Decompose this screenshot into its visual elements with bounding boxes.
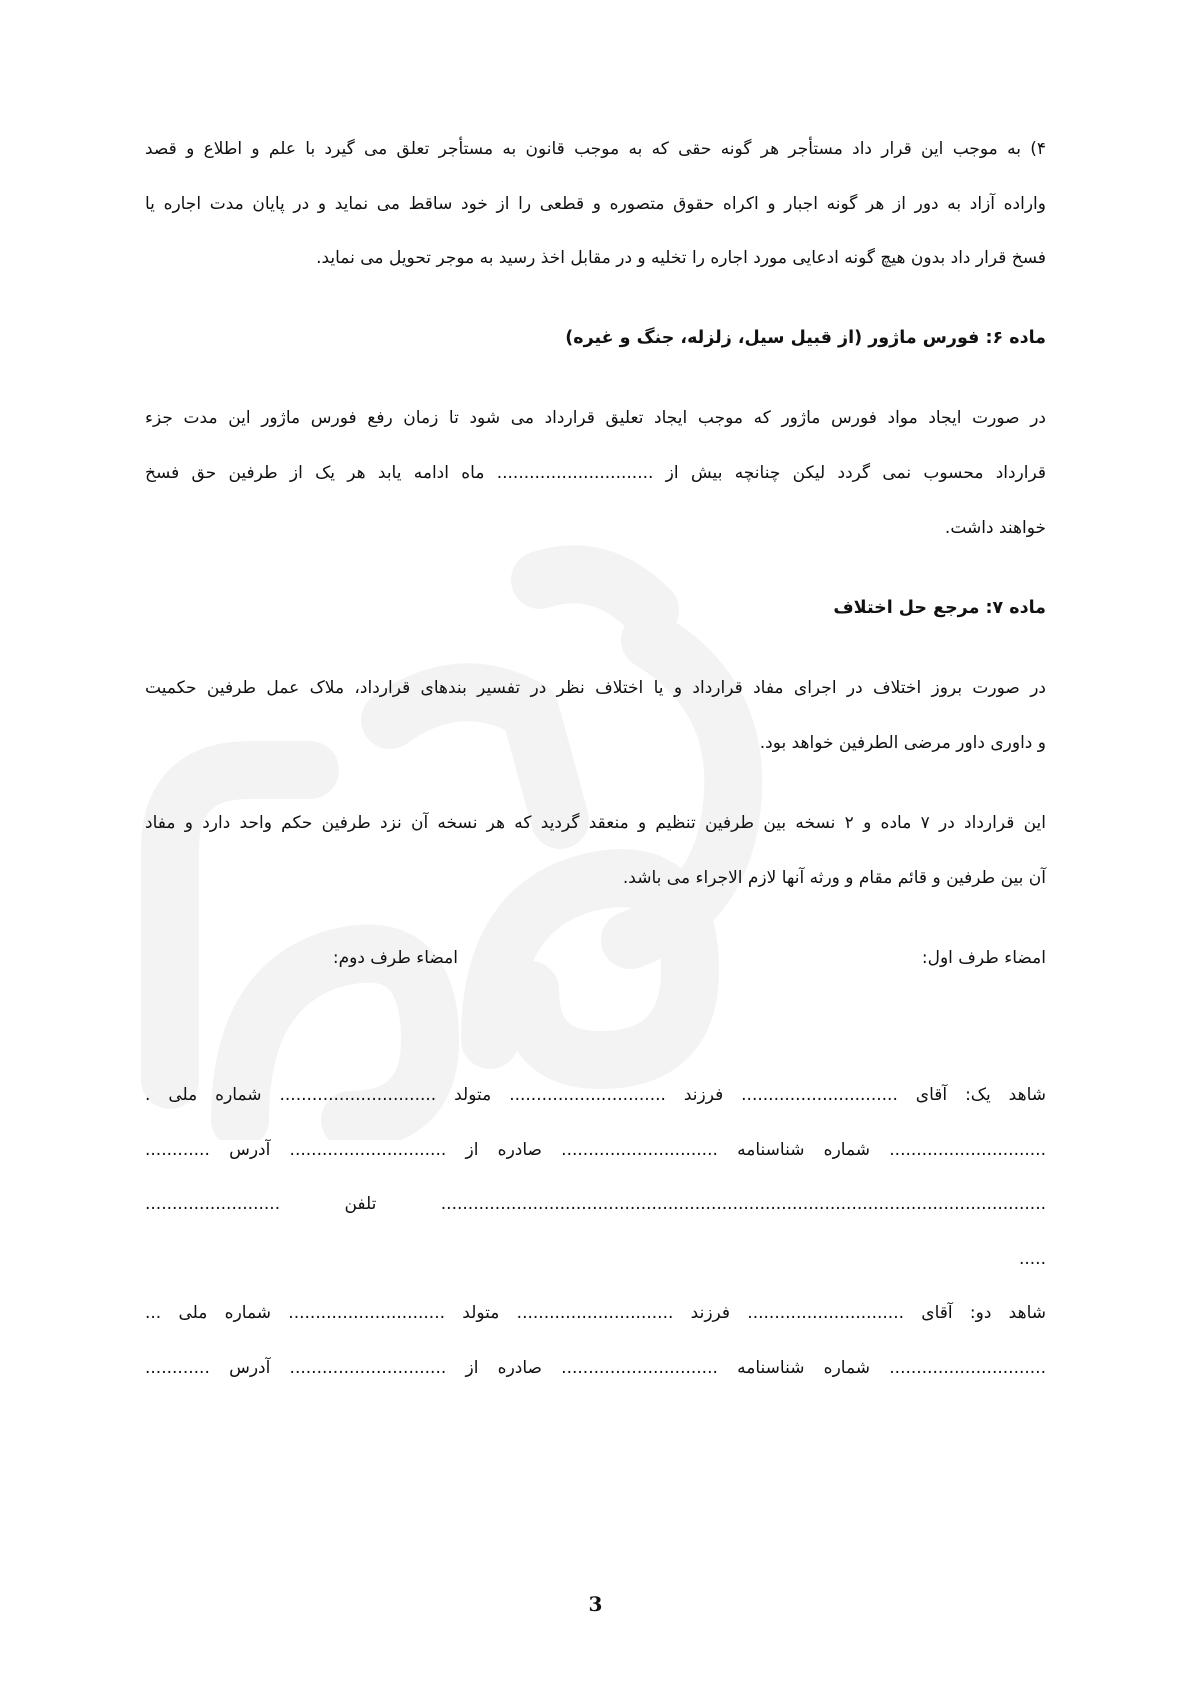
article5-line-3: فسخ قرار داد بدون هیچ گونه ادعایی مورد اجاره را تخلیه و در مقابل اخذ رسید به موجر تحویل می نماید.	[316, 248, 1046, 268]
first-party-signature-label: امضاء طرف اول:	[921, 948, 1046, 968]
article7-line-2: و داوری داور مرضی الطرفین خواهد بود.	[759, 733, 1046, 753]
witness-one-line-2: ............................. شماره شناسنامه ............................. صادره از ............................. آدرس ............	[145, 1140, 1046, 1160]
closing-line-1: این قرارداد در ۷ ماده و ۲ نسخه بین طرفین تنظیم و منعقد گردید که هر نسخه آن نزد طرفین حکم واحد دارد و مفاد	[145, 813, 1046, 833]
article7-heading: ماده ۷: مرجع حل اختلاف	[833, 598, 1046, 618]
witness-two-line-2: ............................. شماره شناسنامه ............................. صادره از ............................. آدرس ............	[145, 1358, 1046, 1378]
article7-line-1: در صورت بروز اختلاف در اجرای مفاد قرارداد و یا اختلاف نظر در تفسیر بندهای قرارداد، ملاک عمل طرفین حکمیت	[145, 678, 1046, 698]
article6-line-2: قرارداد محسوب نمی گردد لیکن چنانچه بیش از ............................. ماه ادامه یابد هر یک از طرفین حق فسخ	[145, 463, 1046, 483]
article6-line-3: خواهند داشت.	[944, 518, 1046, 538]
article5-line-1: ۴) به موجب این قرار داد مستأجر هر گونه حقی که به موجب قانون به مستأجر تعلق می گیرد با علم و اطلاع و قصد	[145, 139, 1046, 159]
page-number: 3	[588, 1592, 603, 1616]
article6-heading: ماده ۶: فورس ماژور (از قبیل سیل، زلزله، جنگ و غیره)	[565, 328, 1046, 348]
article5-line-2: واراده آزاد به دور از هر گونه اجبار و اکراه حقوق متصوره و قطعی را از خود ساقط می نماید و در پایان مدت اجاره یا	[145, 194, 1046, 214]
second-party-signature-label: امضاء طرف دوم:	[332, 948, 458, 968]
closing-line-2: آن بین طرفین و قائم مقام و ورثه آنها لازم الاجراء می باشد.	[622, 868, 1046, 888]
witness-one-line-3: ................................................................................................................ تلفن .........................	[145, 1194, 1046, 1214]
witness-one-line-1: شاهد یک: آقای ............................. فرزند ............................. متولد ............................. شماره ملی .	[145, 1085, 1046, 1105]
witness-two-line-1: شاهد دو: آقای ............................. فرزند ............................. متولد ............................. شماره ملی ...	[145, 1303, 1046, 1323]
article6-line-1: در صورت ایجاد مواد فورس ماژور که موجب ایجاد تعلیق قرارداد می شود تا زمان رفع فورس ماژور این مدت جزء	[145, 408, 1046, 428]
witness-one-line-4: .....	[1018, 1249, 1046, 1269]
